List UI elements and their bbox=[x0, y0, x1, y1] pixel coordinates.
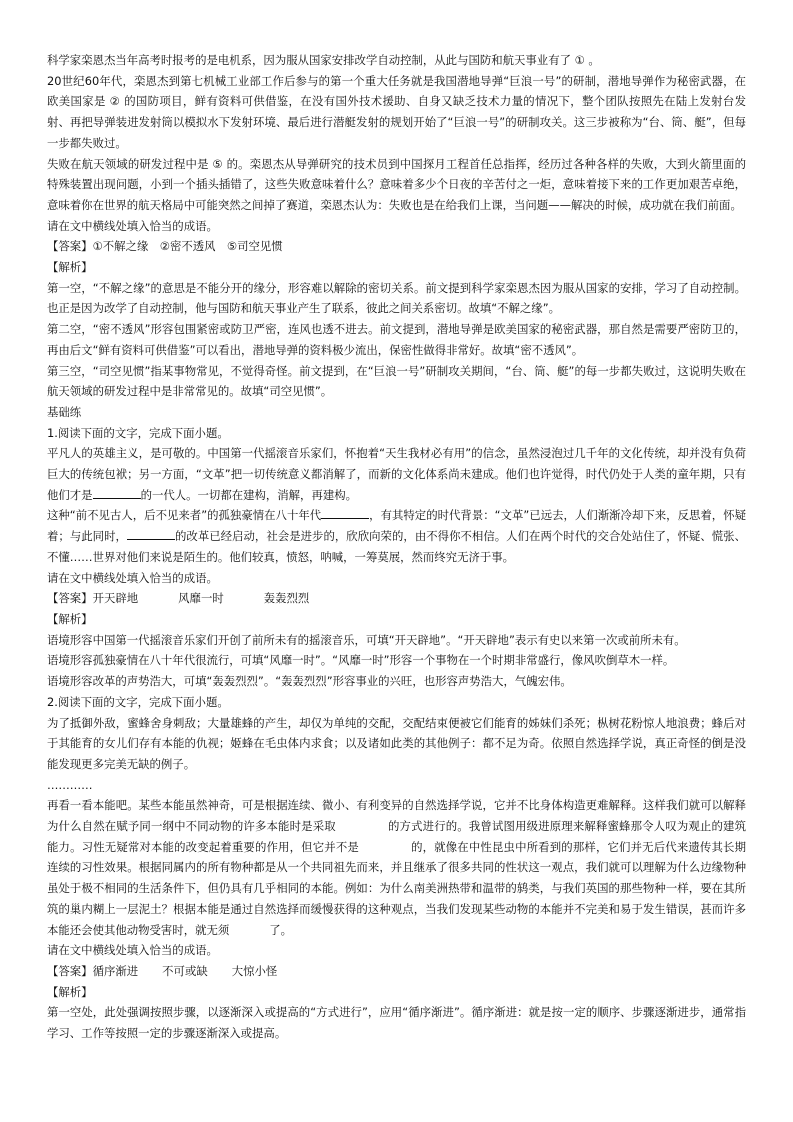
task-2-passage-paragraph-2: 再看一看本能吧。某些本能虽然神奇，可是根据连续、微小、有利变异的自然选择学说，它并不比身体构造更难解释。这样我们就可以解释为什么自然在赋予同一纲中不同动物的许多本能时是采取 的方式进行的。我曾试图用级进原理来解释蜜蜂那令人叹为观止的建筑能力。习性无疑常对本能的改变起着重要的作用，但它并不是 的，就像在中性昆虫中所看到的那样，它们并无后代来遗传其长期连续的习性效果。根据同属内的所有物种都是从一个共同祖先而来，并且继承了很多共同的性状这一观点，我们就可以理解为什么边缘物种虽处于极不相同的生活条件下，但仍具有几乎相同的本能。例如：为什么南美洲热带和温带的鸫类，与我们英国的那些物种一样，要在其所筑的巢内糊上一层泥土？根据本能是通过自然选择而缓慢获得的这种观点，当我们发现某些动物的本能并不完美和易于发生错误，甚而许多本能还会使其他动物受害时，就无须 了。 bbox=[47, 798, 746, 937]
fill-blank-3 bbox=[127, 527, 175, 540]
answer-1: 【答案】①不解之缘 ②密不透风 ⑤司空见惯 bbox=[47, 239, 283, 254]
analysis-heading-2: 【解析】 bbox=[47, 611, 93, 626]
question-prompt-2: 请在文中横线处填入恰当的成语。 bbox=[47, 570, 218, 585]
task-2-instruction: 2.阅读下面的文字，完成下面小题。 bbox=[47, 694, 229, 709]
analysis-3-paragraph-1: 第一空处，此处强调按照步骤，以逐渐深入或提高的“方式进行”，应用“循序渐进”。循序渐进：就是按一定的顺序、步骤逐渐进步，通常指学习、工作等按照一定的步骤逐渐深入或提高。 bbox=[47, 1005, 746, 1041]
section-heading-basic-practice: 基础练 bbox=[47, 404, 82, 419]
analysis-2-paragraph-2: 语境形容孤独豪情在八十年代很流行，可填“风靡一时”。“风靡一时”形容一个事物在一个时期非常盛行，像风吹倒草木一样。 bbox=[47, 653, 675, 668]
task-2-passage-paragraph-1: 为了抵御外敌，蜜蜂舍身刺敌；大量雄蜂的产生，却仅为单纯的交配，交配结束便被它们能育的姊妹们杀死；枞树花粉惊人地浪费；蜂后对于其能育的女儿们存有本能的仇视；姬蜂在毛虫体内求食；以及诸如此类的其他例子：都不足为奇。依照自然选择学说，真正奇怪的倒是没能发现更多完美无缺的例子。 bbox=[47, 715, 746, 771]
analysis-2-paragraph-1: 语境形容中国第一代摇滚音乐家们开创了前所未有的摇滚音乐，可填“开天辟地”。“开天辟地”表示有史以来第一次或前所未有。 bbox=[47, 632, 686, 647]
analysis-2-paragraph-3: 语境形容改革的声势浩大，可填“轰轰烈烈”。“轰轰烈烈”形容事业的兴旺，也形容声势浩大，气魄宏伟。 bbox=[47, 674, 572, 689]
analysis-1-paragraph-1: 第一空，“不解之缘”的意思是不能分开的缘分，形容难以解除的密切关系。前文提到科学家栾恩杰因为服从国家的安排，学习了自动控制。也正是因为改学了自动控制，他与国防和航天事业产生了联系，彼此之间关系密切。故填“不解之缘”。 bbox=[47, 280, 746, 316]
passage-paragraph-3: 失败在航天领域的研发过程中是 ⑤ 的。栾恩杰从导弹研究的技术员到中国探月工程首任总指挥，经历过各种各样的失败，大到火箭里面的特殊装置出现问题，小到一个插头插错了，这些失败意味着什么？意味着多少个日夜的辛苦付之一炬，意味着接下来的工作更加艰苦卓绝，意味着你在世界的航天格局中可能突然之间掉了赛道，栾恩杰认为：失败也是在给我们上课，当问题——解决的时候，成功就在我们前面。 bbox=[47, 156, 746, 212]
analysis-heading-3: 【解析】 bbox=[47, 984, 93, 999]
answer-2: 【答案】开天辟地 风靡一时 轰轰烈烈 bbox=[47, 591, 310, 606]
passage-paragraph-2: 20世纪60年代，栾恩杰到第七机械工业部工作后参与的第一个重大任务就是我国潜地导弹“巨浪一号”的研制，潜地导弹作为秘密武器，在欧美国家是 ② 的国防项目，鲜有资料可供借鉴，在没有国外技术援助、自身又缺乏技术力量的情况下，整个团队按照先在陆上发射台发射、再把导弹装进发射筒以模拟水下发射环境、最后进行潜艇发射的规划开始了“巨浪一号”的研制攻关。这三步被称为“台、筒、艇”，但每一步都失败过。 bbox=[47, 73, 746, 150]
question-prompt-3: 请在文中横线处填入恰当的成语。 bbox=[47, 943, 218, 958]
answer-3: 【答案】循序渐进 不可或缺 大惊小怪 bbox=[47, 963, 278, 978]
task-1-passage-paragraph-2: 这种“前不见古人，后不见来者”的孤独豪情在八十年代 ，有其特定的时代背景：“文革”已远去，人们渐渐冷却下来，反思着，怀疑着；与此同时， 的改革已经启动，社会是进步的，欣欣向荣的，由不得你不相信。人们在两个时代的交合处站住了，怀疑、慌张、不懂……世界对他们来说是陌生的。他们较真，愤怒，呐喊，一筹莫展，然而终究无济于事。 bbox=[47, 508, 746, 564]
fill-blank-1 bbox=[93, 486, 141, 499]
passage-paragraph-1: 科学家栾恩杰当年高考时报考的是电机系，因为服从国家安排改学自动控制，从此与国防和航天事业有了 ① 。 bbox=[47, 53, 600, 67]
question-prompt-1: 请在文中横线处填入恰当的成语。 bbox=[47, 218, 218, 233]
analysis-1-paragraph-2: 第二空，“密不透风”形容包围紧密或防卫严密，连风也透不进去。前文提到，潜地导弹是欧美国家的秘密武器，那自然是需要严密防卫的，再由后文“鲜有资料可供借鉴”可以看出，潜地导弹的资料极少流出，保密性做得非常好。故填“密不透风”。 bbox=[47, 322, 746, 357]
analysis-heading-1: 【解析】 bbox=[47, 260, 93, 275]
ellipsis-separator: ………… bbox=[47, 777, 93, 792]
analysis-1-paragraph-3: 第三空，“司空见惯”指某事物常见，不觉得奇怪。前文提到，在“巨浪一号”研制攻关期间，“台、筒、艇”的每一步都失败过，这说明失败在航天领域的研发过程中是非常常见的。故填“司空见惯”。 bbox=[47, 363, 746, 399]
fill-blank-2 bbox=[321, 506, 369, 519]
task-1-instruction: 1.阅读下面的文字，完成下面小题。 bbox=[47, 425, 229, 440]
task-1-passage-paragraph-1: 平凡人的英雄主义，是可敬的。中国第一代摇滚音乐家们，怀抱着“天生我材必有用”的信念，虽然浸泡过几千年的文化传统，却并没有负荷巨大的传统包袱；另一方面，“文革”把一切传统意义都消解了，而新的文化体系尚未建成。他们也许觉得，时代仍处于人类的童年期，只有他们才是 的一代人。一切都在建构，消解，再建构。 bbox=[47, 446, 746, 502]
